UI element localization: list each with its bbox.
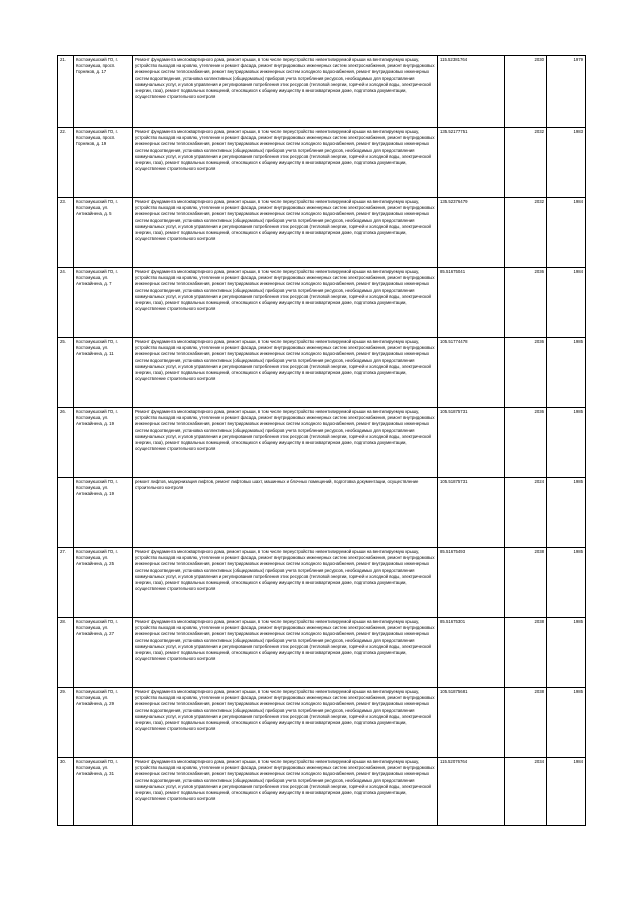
address-cell: Костомукшский ГО, г. Костомукша, ул. Антикайнена, д. 19 bbox=[74, 408, 133, 478]
works-description: Ремонт фундамента многоквартирного дома, ремонт крыши, в том числе переустройство невентилируемой крыши на вентилируемую крышу, устройство выходов на кровлю, утепление и ремонт фасада, ремонт внутридомовых инженерных систем электроснабжения, ремонт внутридомовых инженерных систем теплоснабжения, ремонт внутридомовых инженерных систем холодного водоснабжения, ремонт внутридомовых инженерных систем водоотведения, установка коллективных (общедомовых) приборов учета потребления ресурсов, необходимых для предоставления коммунальных услуг, и узлов управления и регулирования потребления этих ресурсов (тепловой энергии, горячей и холодной воды, электрической энергии, газа), ремонт подвальных помещений, относящихся к общему имуществу в многоквартирном доме, подготовка документации, осуществление строительного контроля bbox=[133, 758, 438, 826]
address-cell: Костомукшский ГО, г. Костомукша, ул. Антикайнена, д. 11 bbox=[74, 338, 133, 408]
address-cell: Костомукшский ГО, г. Костомукша, ул. Антикайнена, д. 19 bbox=[74, 478, 133, 548]
row-number: 26. bbox=[58, 408, 74, 478]
address-cell: Костомукшский ГО, г. Костомукша, ул. Антикайнена, д. 29 bbox=[74, 688, 133, 758]
cost-value: 105.51875681 bbox=[438, 688, 505, 758]
plan-year: 2032 bbox=[505, 128, 547, 198]
table-row bbox=[58, 478, 586, 548]
works-description: Ремонт фундамента многоквартирного дома, ремонт крыши, в том числе переустройство невентилируемой крыши на вентилируемую крышу, устройство выходов на кровлю, утепление и ремонт фасада, ремонт внутридомовых инженерных систем электроснабжения, ремонт внутридомовых инженерных систем теплоснабжения, ремонт внутридомовых инженерных систем холодного водоснабжения, ремонт внутридомовых инженерных систем водоотведения, установка коллективных (общедомовых) приборов учета потребления ресурсов, необходимых для предоставления коммунальных услуг, и узлов управления и регулирования потребления этих ресурсов (тепловой энергии, горячей и холодной воды, электрической энергии, газа), ремонт подвальных помещений, относящихся к общему имуществу в многоквартирном доме, подготовка документации, осуществление строительного контроля bbox=[133, 268, 438, 338]
row-number: 28. bbox=[58, 618, 74, 688]
works-description: Ремонт фундамента многоквартирного дома, ремонт крыши, в том числе переустройство невентилируемой крыши на вентилируемую крышу, устройство выходов на кровлю, утепление и ремонт фасада, ремонт внутридомовых инженерных систем электроснабжения, ремонт внутридомовых инженерных систем теплоснабжения, ремонт внутридомовых инженерных систем холодного водоснабжения, ремонт внутридомовых инженерных систем водоотведения, установка коллективных (общедомовых) приборов учета потребления ресурсов, необходимых для предоставления коммунальных услуг, и узлов управления и регулирования потребления этих ресурсов (тепловой энергии, горячей и холодной воды, электрической энергии, газа), ремонт подвальных помещений, относящихся к общему имуществу в многоквартирном доме, подготовка документации, осуществление строительного контроля bbox=[133, 618, 438, 688]
address-cell: Костомукшский ГО, г. Костомукша, ул. Антикайнена, д. 5 bbox=[74, 198, 133, 268]
plan-year: 2036 bbox=[505, 268, 547, 338]
address-cell: Костомукшский ГО, г. Костомукша, ул. Антикайнена, д. 7 bbox=[74, 268, 133, 338]
plan-year: 2036 bbox=[505, 408, 547, 478]
works-description: Ремонт фундамента многоквартирного дома, ремонт крыши, в том числе переустройство невентилируемой крыши на вентилируемую крышу, устройство выходов на кровлю, утепление и ремонт фасада, ремонт внутридомовых инженерных систем электроснабжения, ремонт внутридомовых инженерных систем теплоснабжения, ремонт внутридомовых инженерных систем холодного водоснабжения, ремонт внутридомовых инженерных систем водоотведения, установка коллективных (общедомовых) приборов учета потребления ресурсов, необходимых для предоставления коммунальных услуг, и узлов управления и регулирования потребления этих ресурсов (тепловой энергии, горячей и холодной воды, электрической энергии, газа), ремонт подвальных помещений, относящихся к общему имуществу в многоквартирном доме, подготовка документации, осуществление строительного контроля bbox=[133, 408, 438, 478]
plan-year: 2024 bbox=[505, 478, 547, 548]
built-year: 1983 bbox=[547, 128, 586, 198]
built-year: 1985 bbox=[547, 618, 586, 688]
table-row bbox=[58, 128, 586, 198]
works-description: ремонт лифтов, модернизация лифтов, ремонт лифтовых шахт, машинных и блочных помещений, подготовка документации, осуществление строительного контроля bbox=[133, 478, 438, 548]
table-row bbox=[58, 688, 586, 758]
works-description: Ремонт фундамента многоквартирного дома, ремонт крыши, в том числе переустройство невентилируемой крыши на вентилируемую крышу, устройство выходов на кровлю, утепление и ремонт фасада, ремонт внутридомовых инженерных систем электроснабжения, ремонт внутридомовых инженерных систем теплоснабжения, ремонт внутридомовых инженерных систем холодного водоснабжения, ремонт внутридомовых инженерных систем водоотведения, установка коллективных (общедомовых) приборов учета потребления ресурсов, необходимых для предоставления коммунальных услуг, и узлов управления и регулирования потребления этих ресурсов (тепловой энергии, горячей и холодной воды, электрической энергии, газа), ремонт подвальных помещений, относящихся к общему имуществу в многоквартирном доме, подготовка документации, осуществление строительного контроля bbox=[133, 688, 438, 758]
table-row bbox=[58, 198, 586, 268]
row-number: 23. bbox=[58, 198, 74, 268]
row-number bbox=[58, 478, 74, 548]
table-row bbox=[58, 548, 586, 618]
row-number: 24. bbox=[58, 268, 74, 338]
row-number: 30. bbox=[58, 758, 74, 826]
plan-year: 2038 bbox=[505, 688, 547, 758]
table-row bbox=[58, 618, 586, 688]
table-row bbox=[58, 338, 586, 408]
built-year: 1984 bbox=[547, 758, 586, 826]
built-year: 1984 bbox=[547, 268, 586, 338]
works-table bbox=[57, 55, 586, 826]
cost-value: 105.51875731 bbox=[438, 408, 505, 478]
address-cell: Костомукшский ГО, г. Костомукша, просп. Горняков, д. 19 bbox=[74, 128, 133, 198]
cost-value: 85.51675493 bbox=[438, 548, 505, 618]
cost-value: 135.52177751 bbox=[438, 128, 505, 198]
cost-value: 85.51675301 bbox=[438, 618, 505, 688]
plan-year: 2032 bbox=[505, 198, 547, 268]
plan-year: 2034 bbox=[505, 758, 547, 826]
row-number: 29. bbox=[58, 688, 74, 758]
plan-year: 2036 bbox=[505, 338, 547, 408]
table-row bbox=[58, 408, 586, 478]
works-description: Ремонт фундамента многоквартирного дома, ремонт крыши, в том числе переустройство невентилируемой крыши на вентилируемую крышу, устройство выходов на кровлю, утепление и ремонт фасада, ремонт внутридомовых инженерных систем электроснабжения, ремонт внутридомовых инженерных систем теплоснабжения, ремонт внутридомовых инженерных систем холодного водоснабжения, ремонт внутридомовых инженерных систем водоотведения, установка коллективных (общедомовых) приборов учета потребления ресурсов, необходимых для предоставления коммунальных услуг, и узлов управления и регулирования потребления этих ресурсов (тепловой энергии, горячей и холодной воды, электрической энергии, газа), ремонт подвальных помещений, относящихся к общему имуществу в многоквартирном доме, подготовка документации, осуществление строительного контроля bbox=[133, 198, 438, 268]
address-cell: Костомукшский ГО, г. Костомукша, ул. Антикайнена, д. 25 bbox=[74, 548, 133, 618]
built-year: 1984 bbox=[547, 198, 586, 268]
table-row bbox=[58, 268, 586, 338]
plan-year: 2030 bbox=[505, 56, 547, 128]
works-description: Ремонт фундамента многоквартирного дома, ремонт крыши, в том числе переустройство невентилируемой крыши на вентилируемую крышу, устройство выходов на кровлю, утепление и ремонт фасада, ремонт внутридомовых инженерных систем электроснабжения, ремонт внутридомовых инженерных систем теплоснабжения, ремонт внутридомовых инженерных систем холодного водоснабжения, ремонт внутридомовых инженерных систем водоотведения, установка коллективных (общедомовых) приборов учета потребления ресурсов, необходимых для предоставления коммунальных услуг, и узлов управления и регулирования потребления этих ресурсов (тепловой энергии, горячей и холодной воды, электрической энергии, газа), ремонт подвальных помещений, относящихся к общему имуществу в многоквартирном доме, подготовка документации, осуществление строительного контроля bbox=[133, 338, 438, 408]
built-year: 1985 bbox=[547, 338, 586, 408]
cost-value: 115.52076764 bbox=[438, 758, 505, 826]
works-description: Ремонт фундамента многоквартирного дома, ремонт крыши, в том числе переустройство невентилируемой крыши на вентилируемую крышу, устройство выходов на кровлю, утепление и ремонт фасада, ремонт внутридомовых инженерных систем электроснабжения, ремонт внутридомовых инженерных систем теплоснабжения, ремонт внутридомовых инженерных систем холодного водоснабжения, ремонт внутридомовых инженерных систем водоотведения, установка коллективных (общедомовых) приборов учета потребления ресурсов, необходимых для предоставления коммунальных услуг, и узлов управления и регулирования потребления этих ресурсов (тепловой энергии, горячей и холодной воды, электрической энергии, газа), ремонт подвальных помещений, относящихся к общему имуществу в многоквартирном доме, подготовка документации, осуществление строительного контроля bbox=[133, 128, 438, 198]
cost-value: 105.51875731 bbox=[438, 478, 505, 548]
row-number: 27. bbox=[58, 548, 74, 618]
cost-value: 115.52381764 bbox=[438, 56, 505, 128]
built-year: 1979 bbox=[547, 56, 586, 128]
works-description: Ремонт фундамента многоквартирного дома, ремонт крыши, в том числе переустройство невентилируемой крыши на вентилируемую крышу, устройство выходов на кровлю, утепление и ремонт фасада, ремонт внутридомовых инженерных систем электроснабжения, ремонт внутридомовых инженерных систем теплоснабжения, ремонт внутридомовых инженерных систем холодного водоснабжения, ремонт внутридомовых инженерных систем водоотведения, установка коллективных (общедомовых) приборов учета потребления ресурсов, необходимых для предоставления коммунальных услуг, и узлов управления и регулирования потребления этих ресурсов (тепловой энергии, горячей и холодной воды, электрической энергии, газа), ремонт подвальных помещений, относящихся к общему имуществу в многоквартирном доме, подготовка документации, осуществление строительного контроля bbox=[133, 56, 438, 128]
cost-value: 105.51774478 bbox=[438, 338, 505, 408]
table-row bbox=[58, 758, 586, 826]
table-row bbox=[58, 56, 586, 128]
address-cell: Костомукшский ГО, г. Костомукша, просп. Горняков, д. 17 bbox=[74, 56, 133, 128]
row-number: 22. bbox=[58, 128, 74, 198]
address-cell: Костомукшский ГО, г. Костомукша, ул. Антикайнена, д. 31 bbox=[74, 758, 133, 826]
works-description: Ремонт фундамента многоквартирного дома, ремонт крыши, в том числе переустройство невентилируемой крыши на вентилируемую крышу, устройство выходов на кровлю, утепление и ремонт фасада, ремонт внутридомовых инженерных систем электроснабжения, ремонт внутридомовых инженерных систем теплоснабжения, ремонт внутридомовых инженерных систем холодного водоснабжения, ремонт внутридомовых инженерных систем водоотведения, установка коллективных (общедомовых) приборов учета потребления ресурсов, необходимых для предоставления коммунальных услуг, и узлов управления и регулирования потребления этих ресурсов (тепловой энергии, горячей и холодной воды, электрической энергии, газа), ремонт подвальных помещений, относящихся к общему имуществу в многоквартирном доме, подготовка документации, осуществление строительного контроля bbox=[133, 548, 438, 618]
address-cell: Костомукшский ГО, г. Костомукша, ул. Антикайнена, д. 27 bbox=[74, 618, 133, 688]
plan-year: 2038 bbox=[505, 618, 547, 688]
cost-value: 135.52376479 bbox=[438, 198, 505, 268]
built-year: 1985 bbox=[547, 548, 586, 618]
built-year: 1985 bbox=[547, 478, 586, 548]
built-year: 1985 bbox=[547, 688, 586, 758]
row-number: 21. bbox=[58, 56, 74, 128]
plan-year: 2038 bbox=[505, 548, 547, 618]
built-year: 1985 bbox=[547, 408, 586, 478]
cost-value: 85.51675041 bbox=[438, 268, 505, 338]
row-number: 25. bbox=[58, 338, 74, 408]
